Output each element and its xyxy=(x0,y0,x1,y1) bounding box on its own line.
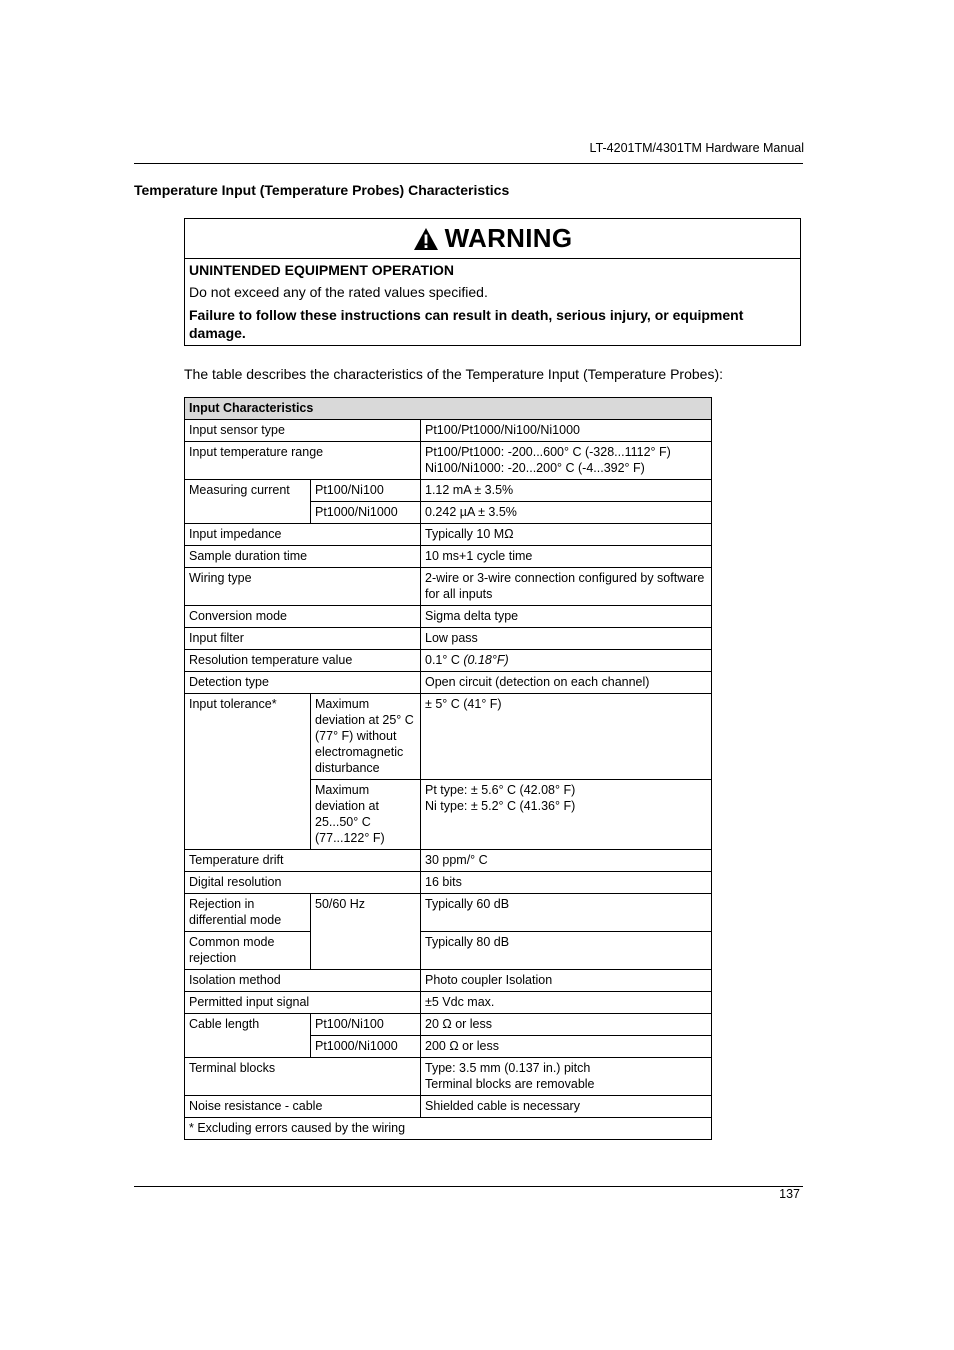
warning-box xyxy=(184,218,801,346)
row-sublabel: 50/60 Hz xyxy=(311,894,421,970)
table-row xyxy=(185,970,712,992)
table-row xyxy=(185,524,712,546)
header-rule xyxy=(134,163,803,164)
row-sublabel: Maximum deviation at 25° C (77° F) without electromagnetic disturbance xyxy=(311,694,421,780)
row-label: Input filter xyxy=(185,628,421,650)
row-value: 200 Ω or less xyxy=(421,1036,712,1058)
row-label: Common mode rejection xyxy=(185,932,311,970)
row-value: Open circuit (detection on each channel) xyxy=(421,672,712,694)
table-header-row xyxy=(185,398,712,420)
row-label: Detection type xyxy=(185,672,421,694)
row-label: Input impedance xyxy=(185,524,421,546)
row-label: Permitted input signal xyxy=(185,992,421,1014)
row-value: Typically 60 dB xyxy=(421,894,712,932)
row-label: Measuring current xyxy=(185,480,311,524)
row-value: 1.12 mA ± 3.5% xyxy=(421,480,712,502)
row-value: 2-wire or 3-wire connection configured by software for all inputs xyxy=(421,568,712,606)
row-value: 10 ms+1 cycle time xyxy=(421,546,712,568)
table-row xyxy=(185,672,712,694)
row-value: Sigma delta type xyxy=(421,606,712,628)
row-sublabel: Pt100/Ni100 xyxy=(311,1014,421,1036)
value-text-italic: (0.18°F) xyxy=(463,653,509,667)
row-label: Noise resistance - cable xyxy=(185,1096,421,1118)
table-row xyxy=(185,872,712,894)
row-value: 16 bits xyxy=(421,872,712,894)
table-row xyxy=(185,1014,712,1036)
row-label: Rejection in differential mode xyxy=(185,894,311,932)
row-sublabel: Pt1000/Ni1000 xyxy=(311,1036,421,1058)
value-line: Ni type: ± 5.2° C (41.36° F) xyxy=(425,799,576,813)
row-value: 0.242 µA ± 3.5% xyxy=(421,502,712,524)
warning-body xyxy=(185,262,800,342)
value-line: Terminal blocks are removable xyxy=(425,1077,595,1091)
row-label: Resolution temperature value xyxy=(185,650,421,672)
warning-heading: UNINTENDED EQUIPMENT OPERATION xyxy=(189,262,454,278)
table-row xyxy=(185,628,712,650)
table-footnote-row xyxy=(185,1118,712,1140)
row-value: Shielded cable is necessary xyxy=(421,1096,712,1118)
row-value: Typically 10 MΩ xyxy=(421,524,712,546)
table-row xyxy=(185,480,712,502)
row-value xyxy=(421,780,712,850)
row-sublabel: Pt1000/Ni1000 xyxy=(311,502,421,524)
table-row xyxy=(185,1058,712,1096)
warning-consequence: Failure to follow these instructions can result in death, serious injury, or equipment damage. xyxy=(189,307,744,341)
row-label: Isolation method xyxy=(185,970,421,992)
row-value xyxy=(421,442,712,480)
table-row xyxy=(185,850,712,872)
warning-text: Do not exceed any of the rated values specified. xyxy=(189,284,488,300)
table-row xyxy=(185,546,712,568)
table-row xyxy=(185,894,712,932)
row-label: Temperature drift xyxy=(185,850,421,872)
row-value: 20 Ω or less xyxy=(421,1014,712,1036)
table-row xyxy=(185,650,712,672)
warning-header xyxy=(185,219,800,259)
table-row xyxy=(185,420,712,442)
table-row xyxy=(185,932,712,970)
row-label: Input sensor type xyxy=(185,420,421,442)
row-label: Cable length xyxy=(185,1014,311,1058)
table-row xyxy=(185,1096,712,1118)
row-value: Pt100/Pt1000/Ni100/Ni1000 xyxy=(421,420,712,442)
value-line: Pt100/Pt1000: -200...600° C (-328...1112° F) xyxy=(425,445,671,459)
row-value: Low pass xyxy=(421,628,712,650)
value-line: Ni100/Ni1000: -20...200° C (-4...392° F) xyxy=(425,461,645,475)
table-row xyxy=(185,992,712,1014)
row-sublabel: Pt100/Ni100 xyxy=(311,480,421,502)
row-label: Input temperature range xyxy=(185,442,421,480)
row-label: Wiring type xyxy=(185,568,421,606)
warning-title: WARNING xyxy=(444,223,573,253)
table-row xyxy=(185,568,712,606)
value-line: Pt type: ± 5.6° C (42.08° F) xyxy=(425,783,576,797)
row-value: Typically 80 dB xyxy=(421,932,712,970)
intro-text: The table describes the characteristics of the Temperature Input (Temperature Probes): xyxy=(184,366,724,382)
row-value: Photo coupler Isolation xyxy=(421,970,712,992)
table-row xyxy=(185,694,712,780)
table-header: Input Characteristics xyxy=(185,398,712,420)
row-label: Terminal blocks xyxy=(185,1058,421,1096)
row-label: Input tolerance* xyxy=(185,694,311,850)
characteristics-table xyxy=(184,397,712,1140)
table-footnote: * Excluding errors caused by the wiring xyxy=(185,1118,712,1140)
row-value xyxy=(421,1058,712,1096)
warning-triangle-icon xyxy=(413,227,439,251)
row-value: 30 ppm/° C xyxy=(421,850,712,872)
section-title: Temperature Input (Temperature Probes) Characteristics xyxy=(134,182,510,198)
page-number: 137 xyxy=(779,1187,800,1201)
row-value: ± 5° C (41° F) xyxy=(421,694,712,780)
value-line: Type: 3.5 mm (0.137 in.) pitch xyxy=(425,1061,591,1075)
table-row xyxy=(185,606,712,628)
table-row xyxy=(185,442,712,480)
manual-title: LT-4201TM/4301TM Hardware Manual xyxy=(589,141,804,155)
row-label: Digital resolution xyxy=(185,872,421,894)
footer-rule xyxy=(134,1186,803,1187)
row-label: Conversion mode xyxy=(185,606,421,628)
row-value: ±5 Vdc max. xyxy=(421,992,712,1014)
row-sublabel: Maximum deviation at 25...50° C (77...122° F) xyxy=(311,780,421,850)
value-text: 0.1° C xyxy=(425,653,460,667)
row-value xyxy=(421,650,712,672)
row-label: Sample duration time xyxy=(185,546,421,568)
